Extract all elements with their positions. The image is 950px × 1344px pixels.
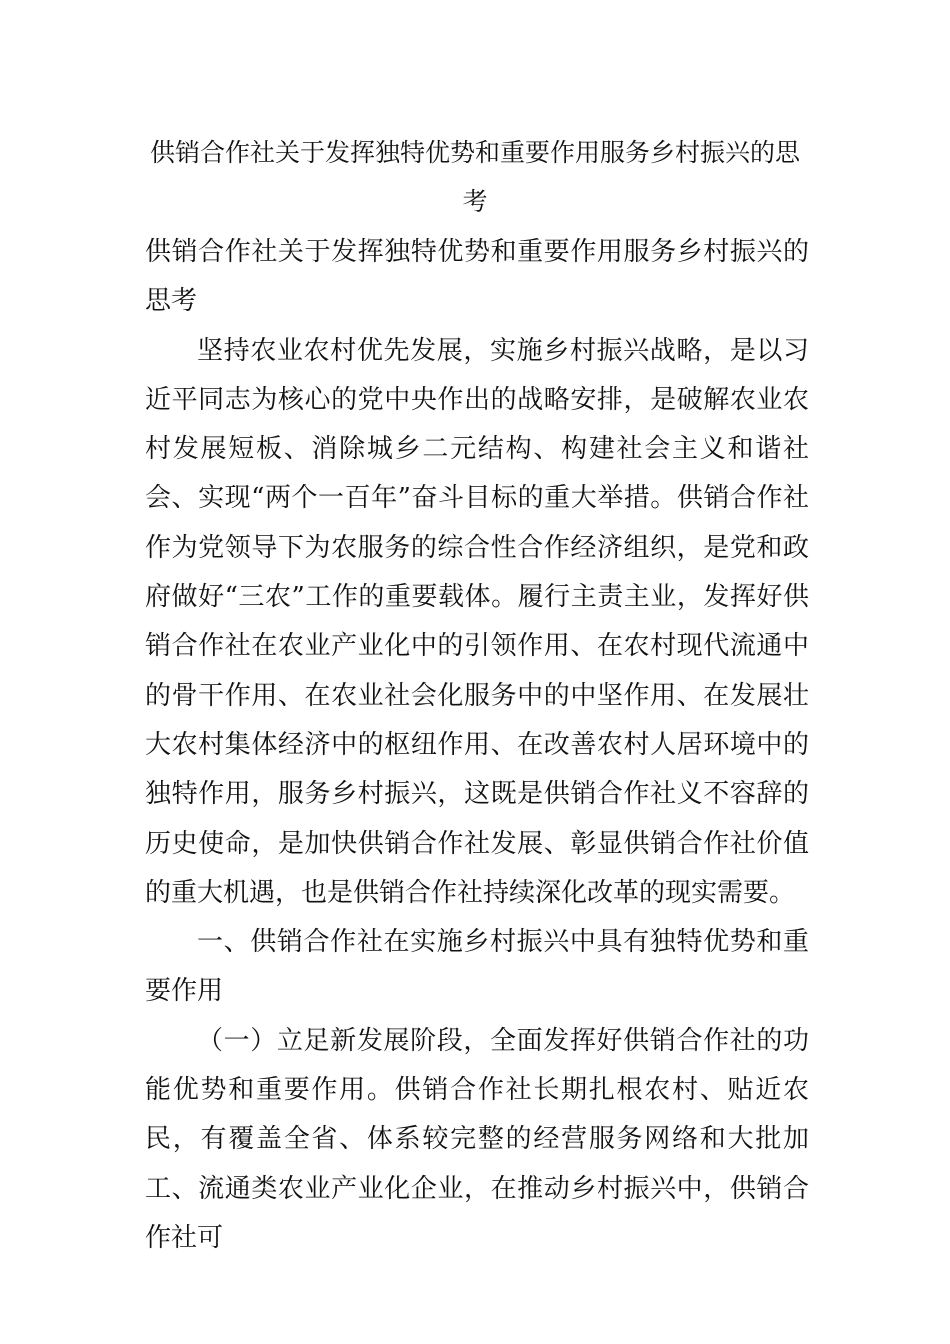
paragraph-intro: 坚持农业农村优先发展，实施乡村振兴战略，是以习近平同志为核心的党中央作出的战略安排，是破解农业农村发展短板、消除城乡二元结构、构建社会主义和谐社会、实现“两个一百年”奋斗目标的重大举措。供销合作社作为党领导下为农服务的综合性合作经济组织，是党和政府做好“三农”工作的重要载体。履行主责主业，发挥好供销合作社在农业产业化中的引领作用、在农村现代流通中的骨干作用、在农业社会化服务中的中坚作用、在发展壮大农村集体经济中的枢纽作用、在改善农村人居环境中的独特作用，服务乡村振兴，这既是供销合作社义不容辞的历史使命，是加快供销合作社发展、彰显供销合作社价值的重大机遇，也是供销合作社持续深化改革的现实需要。 [145,335,809,908]
document-body [145,228,809,1263]
repeated-heading: 供销合作社关于发挥独特优势和重要作用服务乡村振兴的思考 [145,237,809,317]
paragraph-subsection-1: （一）立足新发展阶段，全面发挥好供销合作社的功能优势和重要作用。供销合作社长期扎根农村、贴近农民，有覆盖全省、体系较完整的经营服务网络和大批加工、流通类农业产业化企业，在推动乡村振兴中，供销合作社可 [145,1025,809,1253]
document-title: 供销合作社关于发挥独特优势和重要作用服务乡村振兴的思考 [149,138,800,216]
section-heading-1: 一、供销合作社在实施乡村振兴中具有独特优势和重要作用 [145,927,809,1007]
